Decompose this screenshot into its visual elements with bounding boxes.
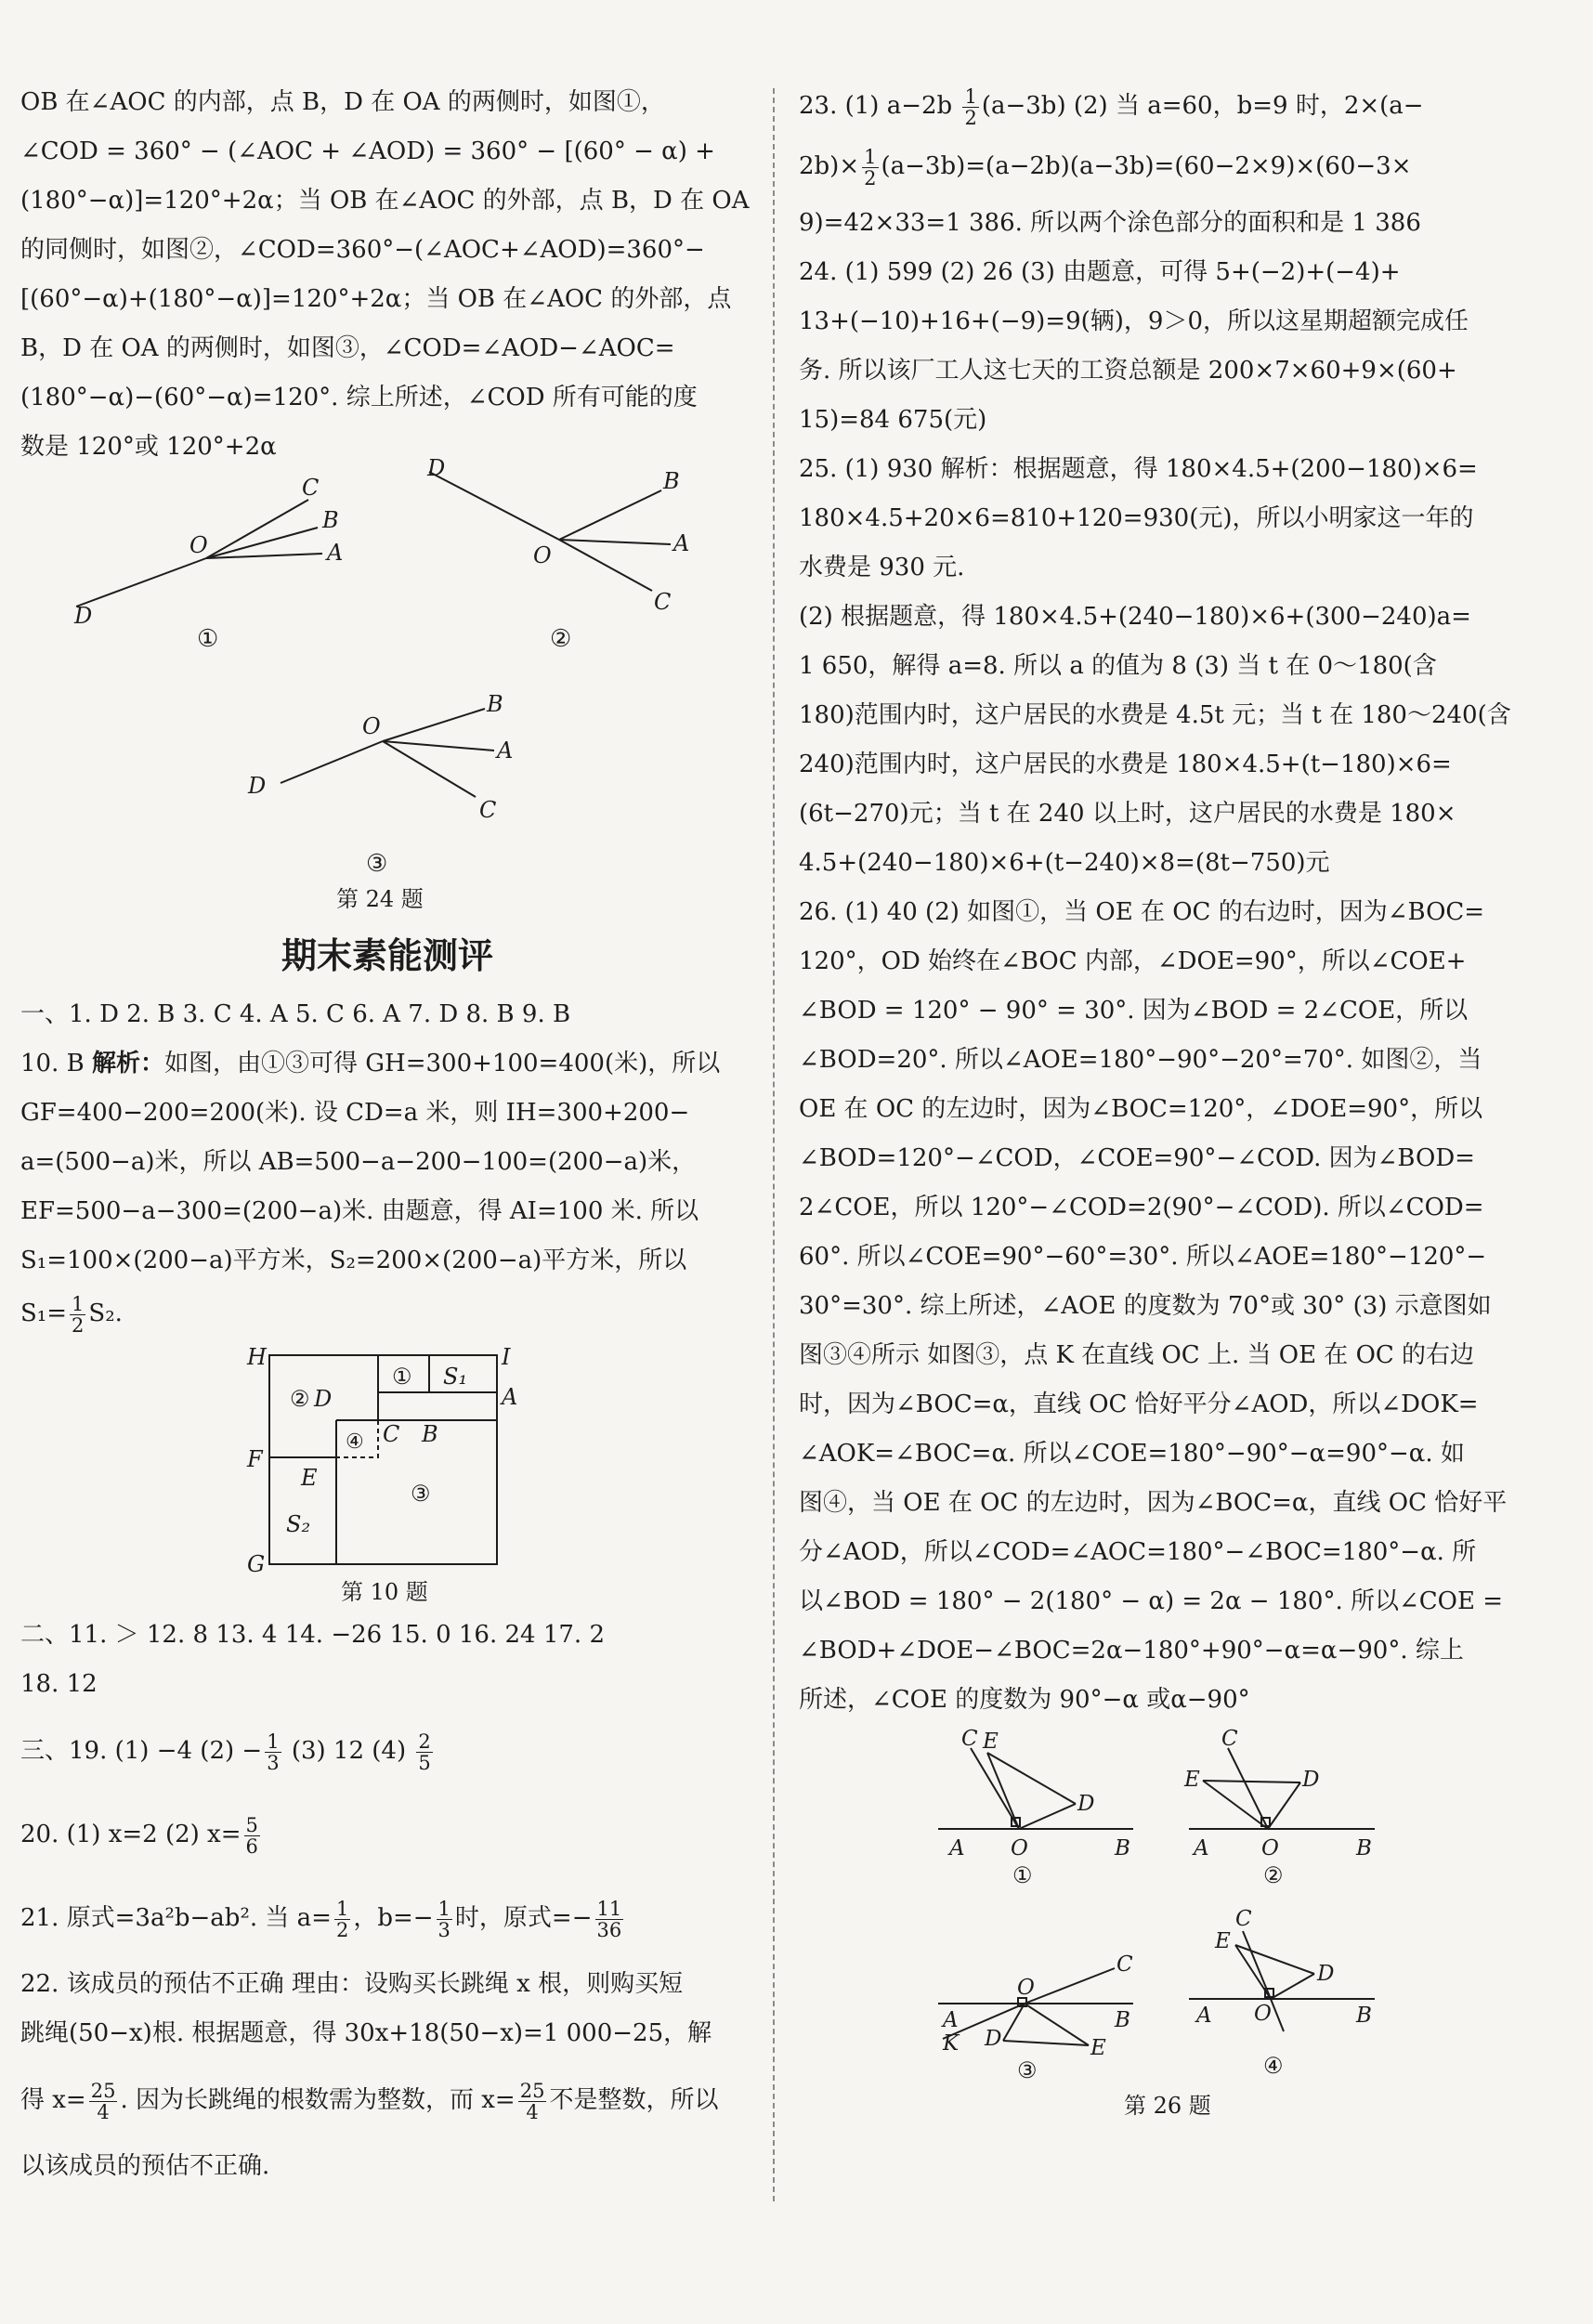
fraction-numerator: 1 [437, 1897, 450, 1920]
text-line: 26. (1) 40 (2) 如图①，当 OE 在 OC 的右边时，因为∠BOC= [799, 898, 1485, 926]
fig24-label: B [487, 691, 503, 717]
text-line: [(60°−α)+(180°−α)]=120°+2α；当 OB 在∠AOC 的外部，点 [20, 285, 732, 313]
column-divider [773, 88, 775, 2201]
fig10-label: C [383, 1421, 400, 1447]
fig26-label: A [1194, 1836, 1209, 1861]
fig24-label: A [673, 530, 690, 556]
fig24-label: O [362, 713, 381, 739]
fig24-number: ③ [366, 850, 388, 878]
fig24-label: A [327, 540, 344, 566]
fig26-number: ② [1263, 1862, 1284, 1888]
fig26-diagram-3 [938, 1968, 1133, 2045]
text-run: (a−3b)=(a−2b)(a−3b)=(60−2×9)×(60−3× [881, 152, 1412, 180]
fig10-region: ① [392, 1364, 412, 1390]
fraction [89, 2081, 118, 2122]
text-line: ∠BOD=20°. 所以∠AOE=180°−90°−20°=70°. 如图②，当 [799, 1046, 1482, 1074]
q21-line [20, 1876, 754, 1960]
text-run: ，b=− [353, 1904, 434, 1932]
text-line: ∠BOD = 120° − 90° = 30°. 因为∠BOD = 2∠COE，所以 [799, 997, 1469, 1025]
fig26-label: O [1017, 1976, 1035, 2000]
fig24-label: B [663, 468, 680, 494]
text-line: 2∠COE，所以 120°−∠COD=2(90°−∠COD). 所以∠COD= [799, 1194, 1484, 1221]
fig26-label: D [1317, 1962, 1335, 1986]
analysis-label: 解析： [92, 1050, 165, 1077]
text-run: S₂. [88, 1299, 123, 1327]
text-line: 以该成员的预估不正确. [20, 2152, 270, 2180]
fraction-denominator: 36 [596, 1918, 622, 1941]
fig26-label: B [1115, 2008, 1130, 2032]
fraction [962, 86, 978, 128]
fraction-numerator: 25 [519, 2079, 545, 2102]
text-line: 22. 该成员的预估不正确 理由：设购买长跳绳 x 根，则购买短 [20, 1970, 684, 1998]
fig10-region: ④ [346, 1430, 364, 1454]
figure-26 [799, 1725, 1527, 2152]
right-column [799, 78, 1527, 2152]
answer-line: 一、1. D 2. B 3. C 4. A 5. C 6. A 7. D 8. B 9. B [20, 1000, 571, 1028]
fig26-number: ④ [1263, 2053, 1284, 2079]
text-line: OB 在∠AOC 的内部，点 B，D 在 OA 的两侧时，如图①， [20, 88, 665, 116]
q24-continuation [20, 78, 754, 472]
fig26-label: A [943, 2008, 959, 2032]
q20-line [20, 1793, 754, 1876]
text-line: 务. 所以该厂工人这七天的工资总额是 200×7×60+9×(60+ [799, 357, 1457, 385]
answer-line: 18. 12 [20, 1670, 98, 1698]
text-line: EF=500−a−300=(200−a)米. 由题意，得 AI=100 米. 所以 [20, 1197, 699, 1225]
fraction-numerator: 1 [864, 145, 877, 168]
text-line: ∠COD = 360° − (∠AOC + ∠AOD) = 360° − [(60° − α) + [20, 137, 715, 165]
fig26-label: C [961, 1727, 978, 1751]
fig24-label: C [479, 797, 497, 823]
text-run: 时，原式=− [454, 1904, 593, 1932]
text-line: 1 650，解得 a=8. 所以 a 的值为 8 (3) 当 t 在 0～180(含 [799, 652, 1437, 680]
fig10-label: A [502, 1384, 518, 1410]
fig24-label: B [322, 507, 339, 533]
text-line: 4.5+(240−180)×6+(t−240)×8=(8t−750)元 [799, 849, 1330, 877]
fraction-denominator: 2 [864, 166, 877, 189]
fig10-label: F [247, 1446, 263, 1472]
text-line: 120°，OD 始终在∠BOC 内部，∠DOE=90°，所以∠COE+ [799, 947, 1467, 975]
fig26-label: E [1215, 1929, 1231, 1953]
text-line: B，D 在 OA 的两侧时，如图③，∠COD=∠AOD−∠AOC= [20, 334, 675, 362]
fraction [595, 1899, 624, 1940]
fraction [244, 1815, 260, 1857]
text-line: 所述，∠COE 的度数为 90°−α 或α−90° [799, 1686, 1250, 1714]
fig10-label: E [301, 1465, 318, 1491]
fraction [416, 1731, 432, 1773]
fig26-label: O [1261, 1836, 1279, 1861]
fig26-number: ① [1012, 1862, 1033, 1888]
fig26-label: E [1184, 1768, 1200, 1792]
q25-answer [799, 445, 1527, 888]
q10-line [20, 1039, 754, 1089]
fig26-label: D [1302, 1768, 1320, 1792]
fig10-region: ③ [411, 1481, 431, 1507]
fraction-denominator: 3 [437, 1918, 450, 1941]
fig10-label: D [314, 1386, 333, 1412]
fig26-label: C [1235, 1907, 1252, 1931]
text-line: 15)=84 675(元) [799, 406, 987, 434]
fig26-label: B [1356, 2004, 1372, 2028]
text-line: 24. (1) 599 (2) 26 (3) 由题意，可得 5+(−2)+(−4)+ [799, 258, 1401, 286]
q19-line [20, 1709, 754, 1793]
text-line [799, 134, 1527, 199]
fig24-label: D [248, 773, 267, 799]
q10-number: 10. B [20, 1050, 85, 1077]
text-line: 图④，当 OE 在 OC 的左边时，因为∠BOC=α，直线 OC 恰好平 [799, 1489, 1508, 1517]
text-line [20, 1286, 754, 1341]
text-line: (2) 根据题意，得 180×4.5+(240−180)×6+(300−240)a= [799, 603, 1471, 631]
fraction [265, 1731, 281, 1773]
text-line: 图③④所示 如图③，点 K 在直线 OC 上. 当 OE 在 OC 的右边 [799, 1341, 1475, 1369]
text-line: 30°=30°. 综上所述，∠AOE 的度数为 70°或 30° (3) 示意图如 [799, 1292, 1492, 1320]
fig24-label: D [427, 455, 446, 481]
fig26-label: A [949, 1836, 965, 1861]
text-line: OE 在 OC 的左边时，因为∠BOC=120°，∠DOE=90°，所以 [799, 1095, 1483, 1123]
answer-line: 二、11. ＞ 12. 8 13. 4 14. −26 15. 0 16. 24 17. 2 [20, 1621, 606, 1649]
part1-answers [20, 990, 754, 1341]
fig10-label: S₁ [443, 1364, 468, 1390]
fig24-number: ① [197, 625, 219, 653]
fig26-label: A [1196, 2004, 1212, 2028]
text-line: 以∠BOD = 180° − 2(180° − α) = 2α − 180°. 所以∠COE = [799, 1587, 1504, 1615]
text-line: 60°. 所以∠COE=90°−60°=30°. 所以∠AOE=180°−120°− [799, 1243, 1487, 1271]
fig26-label: B [1356, 1836, 1372, 1861]
fig10-region: ② [290, 1386, 310, 1412]
text-line: 180×4.5+20×6=810+120=930(元)，所以小明家这一年的 [799, 504, 1474, 532]
fig26-label: O [1254, 2002, 1272, 2026]
text-run: 不是整数，所以 [549, 2086, 719, 2114]
text-run: S₁= [20, 1299, 68, 1327]
text-run: 得 x= [20, 2086, 86, 2114]
text-run: (a−3b) (2) 当 a=60，b=9 时，2×(a− [981, 92, 1424, 120]
text-run: . 因为长跳绳的根数需为整数，而 x= [120, 2086, 516, 2114]
text-run: 21. 原式=3a²b−ab². 当 a= [20, 1904, 332, 1932]
text-run: (3) 12 (4) [283, 1737, 407, 1765]
fig26-caption: 第 26 题 [1124, 2093, 1211, 2119]
text-run: 三、19. (1) −4 (2) − [20, 1737, 263, 1765]
text-line: 13+(−10)+16+(−9)=9(辆)，9＞0，所以这星期超额完成任 [799, 307, 1469, 335]
text-line: ∠BOD+∠DOE−∠BOC=2α−180°+90°−α=α−90°. 综上 [799, 1637, 1464, 1665]
fraction-numerator: 1 [964, 85, 977, 108]
fraction-numerator: 1 [72, 1292, 85, 1315]
fig24-diagram-3 [281, 709, 494, 797]
fig24-number: ② [550, 625, 572, 653]
fig24-label: D [74, 603, 93, 629]
fig24-label: C [302, 475, 320, 501]
fraction [437, 1899, 452, 1940]
text-line: 跳绳(50−x)根. 根据题意，得 30x+18(50−x)=1 000−25，解 [20, 2019, 712, 2047]
fig26-label: K [943, 2031, 960, 2056]
text-line: (180°−α)]=120°+2α；当 OB 在∠AOC 的外部，点 B，D 在 OA [20, 187, 750, 215]
fraction-numerator: 1 [335, 1897, 349, 1920]
fig26-diagram-1 [938, 1748, 1133, 1829]
fraction-denominator: 3 [267, 1751, 280, 1774]
figure-24 [20, 455, 754, 918]
fraction-numerator: 25 [90, 2079, 116, 2102]
text-line: ∠BOD=120°−∠COD，∠COE=90°−∠COD. 因为∠BOD= [799, 1144, 1475, 1172]
fig26-label: D [985, 2027, 1002, 2051]
text-line: 时，因为∠BOC=α，直线 OC 恰好平分∠AOD，所以∠DOK= [799, 1390, 1479, 1418]
fraction-denominator: 5 [418, 1751, 431, 1774]
q22-answer [20, 1960, 754, 2191]
fig24-label: A [497, 738, 514, 764]
fig10-label: I [502, 1344, 511, 1370]
fraction [518, 2081, 547, 2122]
fig24-label: O [533, 542, 552, 568]
fig26-number: ③ [1017, 2057, 1038, 2083]
left-column [20, 78, 754, 2191]
text-line: 25. (1) 930 解析：根据题意，得 180×4.5+(200−180)×6= [799, 455, 1478, 483]
fraction [334, 1899, 350, 1940]
text-line: GF=400−200=200(米). 设 CD=a 米，则 IH=300+200− [20, 1099, 690, 1127]
text-line: (6t−270)元；当 t 在 240 以上时，这户居民的水费是 180× [799, 800, 1456, 828]
fraction-denominator: 4 [526, 2100, 539, 2123]
text-line: 水费是 930 元. [799, 554, 965, 581]
text-line: ∠AOK=∠BOC=α. 所以∠COE=180°−90°−α=90°−α. 如 [799, 1440, 1465, 1468]
fig24-label: C [654, 589, 672, 615]
text-run: 如图，由①③可得 GH=300+100=400(米)，所以 [164, 1050, 721, 1077]
q24-answer [799, 248, 1527, 445]
fig10-label: H [247, 1344, 267, 1370]
fraction-denominator: 6 [245, 1834, 258, 1858]
fig26-label: O [1011, 1836, 1028, 1861]
fraction [862, 147, 878, 189]
fig10-label: B [422, 1421, 438, 1447]
text-line [799, 78, 1527, 134]
text-line: a=(500−a)米，所以 AB=500−a−200−100=(200−a)米， [20, 1148, 697, 1176]
text-line: 分∠AOD，所以∠COD=∠AOC=180°−∠BOC=180°−α. 所 [799, 1538, 1477, 1566]
text-run: 23. (1) a−2b [799, 92, 960, 120]
fraction-denominator: 2 [335, 1918, 349, 1941]
fraction-denominator: 2 [964, 106, 977, 129]
fig26-label: E [983, 1730, 999, 1754]
fig24-caption: 第 24 题 [336, 886, 424, 912]
text-line: 数是 120°或 120°+2α [20, 433, 277, 461]
fig26-label: D [1077, 1792, 1095, 1816]
fig26-label: C [1116, 1952, 1133, 1977]
fraction [70, 1294, 85, 1336]
text-run: 2b)× [799, 152, 860, 180]
part2-answers [20, 1611, 754, 1709]
fig26-label: C [1221, 1727, 1238, 1751]
fraction-numerator: 2 [418, 1730, 431, 1753]
fig24-label: O [189, 532, 208, 558]
text-line [20, 2058, 754, 2142]
text-line: (180°−α)−(60°−α)=120°. 综上所述，∠COD 所有可能的度 [20, 384, 698, 411]
text-line: 的同侧时，如图②，∠COD=360°−(∠AOC+∠AOD)=360°− [20, 236, 705, 264]
fraction-denominator: 2 [72, 1313, 85, 1337]
fraction-numerator: 5 [245, 1813, 258, 1836]
text-line: S₁=100×(200−a)平方米，S₂=200×(200−a)平方米，所以 [20, 1247, 687, 1274]
text-line: 240)范围内时，这户居民的水费是 180×4.5+(t−180)×6= [799, 751, 1452, 778]
text-run: 20. (1) x=2 (2) x= [20, 1821, 242, 1848]
q23-answer [799, 78, 1527, 248]
fig26-label: E [1090, 2036, 1106, 2060]
text-line: 9)=42×33=1 386. 所以两个涂色部分的面积和是 1 386 [799, 209, 1421, 237]
fig26-diagram-2 [1189, 1748, 1375, 1829]
fig24-diagram-2 [429, 472, 671, 591]
fraction-numerator: 1 [267, 1730, 280, 1753]
fig10-caption: 第 10 题 [341, 1579, 428, 1605]
figure-10 [20, 1341, 754, 1611]
fig10-label: G [247, 1551, 266, 1577]
text-line: 180)范围内时，这户居民的水费是 4.5t 元；当 t 在 180～240(含 [799, 701, 1511, 729]
fig10-label: S₂ [286, 1511, 311, 1537]
fig26-label: B [1115, 1836, 1130, 1861]
fraction-denominator: 4 [97, 2100, 110, 2123]
section-title: 期末素能测评 [281, 935, 493, 976]
fraction-numerator: 11 [596, 1897, 622, 1920]
q26-answer [799, 888, 1527, 1725]
